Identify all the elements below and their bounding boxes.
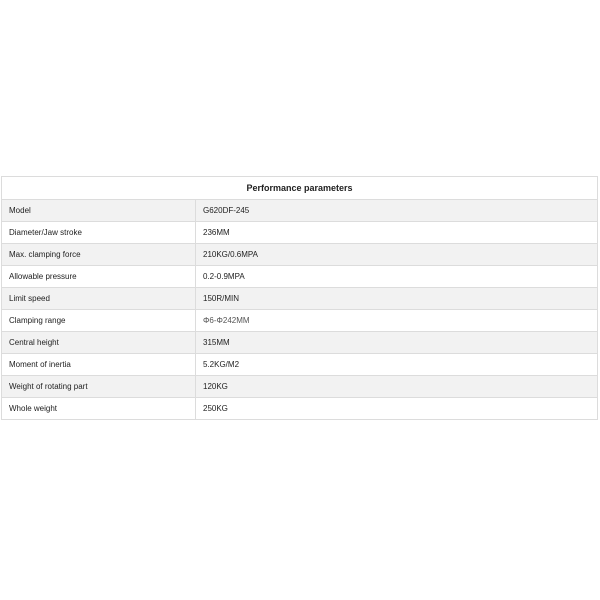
- param-label: Clamping range: [2, 310, 196, 332]
- param-label: Diameter/Jaw stroke: [2, 222, 196, 244]
- table-row: [2, 200, 598, 222]
- param-label: Allowable pressure: [2, 266, 196, 288]
- table-row: [2, 222, 598, 244]
- table-row: [2, 310, 598, 332]
- param-label: Limit speed: [2, 288, 196, 310]
- table-row: [2, 288, 598, 310]
- performance-parameters-table: [1, 176, 598, 420]
- param-value: 150R/MIN: [196, 288, 598, 310]
- param-label: Moment of inertia: [2, 354, 196, 376]
- table-row: [2, 398, 598, 420]
- table-row: [2, 244, 598, 266]
- param-label: Max. clamping force: [2, 244, 196, 266]
- table-title: Performance parameters: [2, 177, 598, 200]
- table-row: [2, 376, 598, 398]
- param-label: Central height: [2, 332, 196, 354]
- param-value: 5.2KG/M2: [196, 354, 598, 376]
- param-value: 236MM: [196, 222, 598, 244]
- param-label: Whole weight: [2, 398, 196, 420]
- param-value: 315MM: [196, 332, 598, 354]
- table-header-row: [2, 177, 598, 200]
- table-row: [2, 266, 598, 288]
- param-label: Model: [2, 200, 196, 222]
- param-value: G620DF-245: [196, 200, 598, 222]
- param-value: Φ6-Φ242MM: [196, 310, 598, 332]
- table-row: [2, 332, 598, 354]
- param-value: 120KG: [196, 376, 598, 398]
- param-label: Weight of rotating part: [2, 376, 196, 398]
- param-value: 0.2-0.9MPA: [196, 266, 598, 288]
- param-value: 250KG: [196, 398, 598, 420]
- table-row: [2, 354, 598, 376]
- param-value: 210KG/0.6MPA: [196, 244, 598, 266]
